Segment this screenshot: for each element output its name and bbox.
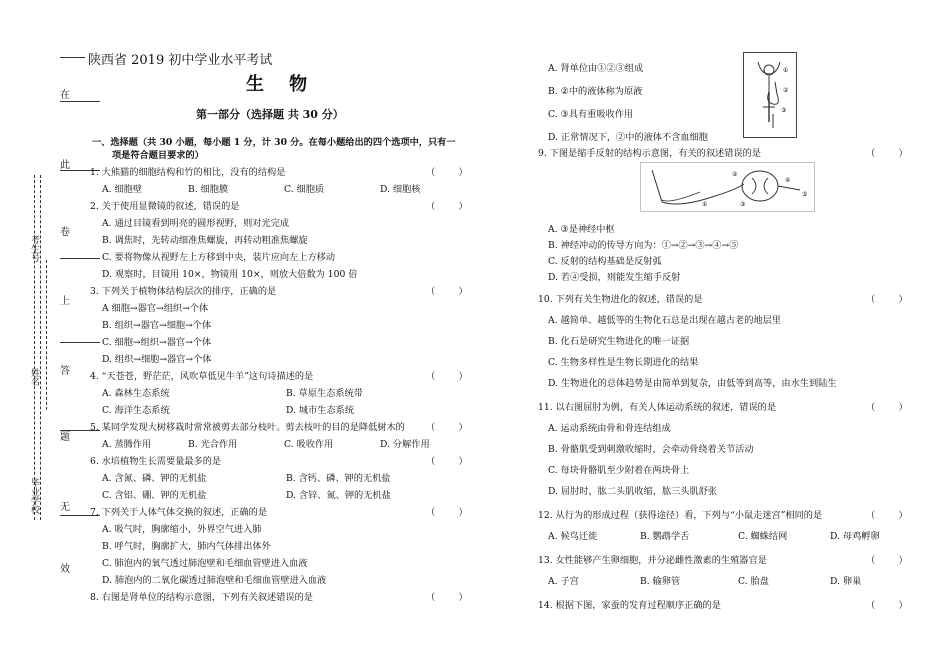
margin-notice-char: 上 (60, 296, 70, 307)
answer-option: C. ③具有重吸收作用 (548, 109, 634, 120)
answer-parentheses: （ ） (426, 422, 468, 433)
part-title: 第一部分（选择题 共 30 分） (196, 108, 344, 121)
section-instructions: 项是符合题目要求的） (112, 150, 204, 161)
answer-option: C. 蜘蛛结网 (738, 531, 788, 542)
answer-option: B. 调焦时，先转动细准焦螺旋，再转动粗准焦螺旋 (102, 235, 308, 246)
question-stem: 14. 根据下图，家蚕的发育过程顺序正确的是 (538, 600, 721, 611)
answer-option: D. 卵巢 (830, 576, 862, 587)
answer-parentheses: （ ） (426, 456, 468, 467)
margin-rule (60, 101, 100, 102)
margin-rule (60, 258, 100, 259)
answer-parentheses: （ ） (866, 600, 908, 611)
question-stem: 4. “天苍苍，野茫茫，风吹草低见牛羊”这句诗描述的是 (90, 371, 314, 382)
answer-option: B. 化石是研究生物进化的唯一证据 (548, 336, 690, 347)
answer-parentheses: （ ） (426, 592, 468, 603)
question-stem: 3. 下列关于植物体结构层次的排序，正确的是 (90, 286, 277, 297)
question-stem: 6. 水培植物生长需要量最多的是 (90, 456, 222, 467)
answer-option: C. 肺泡内的氧气透过肺泡壁和毛细血管壁进入血液 (102, 558, 308, 569)
reflex-label: ⑤ (802, 191, 808, 198)
answer-option: A 细胞→器官→组织→个体 (102, 303, 209, 314)
answer-option: B. 输卵管 (640, 576, 681, 587)
answer-option: A. 肾单位由①②③组成 (548, 63, 644, 74)
margin-notice-char: 卷 (60, 227, 70, 238)
answer-option: D. 若④受损，则能发生缩手反射 (548, 272, 681, 283)
answer-parentheses: （ ） (426, 201, 468, 212)
answer-option: A. 子宫 (548, 576, 579, 587)
answer-parentheses: （ ） (426, 167, 468, 178)
answer-option: A. ③是神经中枢 (548, 224, 615, 235)
answer-option: A. 吸气时，胸廓缩小，外界空气进入肺 (102, 524, 262, 535)
answer-option: A. 蒸腾作用 (102, 439, 152, 450)
answer-option: A. 森林生态系统 (102, 388, 170, 399)
answer-option: B. 细胞膜 (188, 184, 229, 195)
answer-option: D. 母鸡孵卵 (830, 531, 880, 542)
answer-option: A. 含氮、磷、钾的无机盐 (102, 473, 207, 484)
reflex-label: ① (702, 201, 708, 208)
answer-option: B. 呼气时，胸廓扩大，肺内气体排出体外 (102, 541, 271, 552)
answer-option: B. 鹦鹉学舌 (640, 531, 690, 542)
binding-line (46, 260, 47, 410)
school-field-label: 毕业学校 (29, 478, 39, 514)
margin-notice-char: 效 (60, 564, 70, 575)
binding-line (40, 175, 41, 520)
answer-option: D. 组织→细胞→器官→个体 (102, 354, 212, 365)
nephron-figure (743, 52, 797, 138)
margin-notice-char: 答 (60, 366, 70, 377)
answer-option: D. 正常情况下，②中的液体不含血细胞 (548, 132, 708, 143)
nephron-label: ② (783, 87, 789, 94)
question-stem: 12. 从行为的形成过程（获得途径）看，下列与“小鼠走迷宫”相同的是 (538, 510, 823, 521)
answer-option: C. 反射的结构基础是反射弧 (548, 256, 662, 267)
margin-notice-char: 此 (60, 160, 70, 171)
answer-option: B. ②中的液体称为原液 (548, 86, 643, 97)
answer-option: B. 组织→器官→细胞→个体 (102, 320, 212, 331)
question-stem: 2. 关于使用显微镜的叙述，错误的是 (90, 201, 240, 212)
answer-option: C. 含铝、硼、钾的无机盐 (102, 490, 207, 501)
reflex-arc-figure (640, 162, 815, 212)
nephron-label: ③ (781, 107, 787, 114)
question-stem: 9. 下图是缩手反射的结构示意图，有关的叙述错误的是 (538, 148, 761, 159)
exam-number-field-label: 考生号 (29, 235, 39, 262)
subject-title: 生 物 (246, 74, 308, 95)
name-field-label: 姓名 (29, 368, 39, 386)
answer-option: C. 海洋生态系统 (102, 405, 170, 416)
answer-option: B. 含钙、磷、钾的无机盐 (286, 473, 391, 484)
answer-option: A. 细胞壁 (102, 184, 143, 195)
margin-notice-char: 无 (60, 502, 70, 513)
reflex-label: ② (732, 171, 738, 178)
exam-title: 陕西省 2019 初中学业水平考试 (88, 53, 273, 68)
answer-option: C. 生物多样性是生物长期进化的结果 (548, 357, 699, 368)
answer-option: D. 屈肘时，肱二头肌收缩，肱三头肌舒张 (548, 486, 718, 497)
binding-line (34, 175, 35, 520)
answer-parentheses: （ ） (866, 510, 908, 521)
answer-option: D. 城市生态系统 (286, 405, 355, 416)
answer-option: C. 胎盘 (738, 576, 769, 587)
answer-option: D. 细胞核 (380, 184, 421, 195)
margin-notice-char: 在 (60, 90, 70, 101)
title-rule (60, 57, 85, 58)
answer-option: A. 通过目镜看到明亮的圆形视野，则对光完成 (102, 218, 290, 229)
answer-option: D. 生物进化的总体趋势是由简单到复杂，由低等到高等，由水生到陆生 (548, 378, 837, 389)
answer-parentheses: （ ） (866, 555, 908, 566)
answer-option: A. 越简单、越低等的生物化石总是出现在越古老的地层里 (548, 315, 781, 326)
answer-option: C. 吸收作用 (284, 439, 334, 450)
answer-option: C. 要将物像从视野左上方移到中央，装片应向左上方移动 (102, 252, 336, 263)
question-stem: 10. 下列有关生物进化的叙述，错误的是 (538, 294, 703, 305)
margin-notice-char: 题 (60, 432, 70, 443)
answer-option: C. 细胞→组织→器官→个体 (102, 337, 212, 348)
answer-option: D. 含锌、氮、钾的无机盐 (286, 490, 391, 501)
section-instructions: 一、选择题（共 30 小题，每小题 1 分，计 30 分。在每小题给出的四个选项中，只有一 (92, 137, 456, 148)
answer-option: D. 分解作用 (380, 439, 430, 450)
answer-option: A. 运动系统由骨和骨连结组成 (548, 423, 671, 434)
answer-option: B. 神经冲动的传导方向为：①→②→③→④→⑤ (548, 240, 739, 251)
question-stem: 8. 右图是肾单位的结构示意图，下列有关叙述错误的是 (90, 592, 313, 603)
reflex-label: ③ (740, 201, 746, 208)
question-stem: 11. 以右图屈肘为例，有关人体运动系统的叙述，错误的是 (538, 402, 777, 413)
question-stem: 5. 某同学发现大树移栽时常常被剪去部分枝叶。剪去枝叶的目的是降低树木的 (90, 422, 405, 433)
nephron-label: ① (783, 67, 789, 74)
reflex-label: ④ (785, 177, 791, 184)
question-stem: 1. 大熊猫的细胞结构和竹的相比，没有的结构是 (90, 167, 286, 178)
answer-option: B. 骨骼肌受到刺激收缩时，会牵动骨绕着关节活动 (548, 444, 754, 455)
answer-option: B. 草原生态系统带 (286, 388, 363, 399)
answer-option: B. 光合作用 (188, 439, 238, 450)
answer-parentheses: （ ） (866, 148, 908, 159)
answer-parentheses: （ ） (866, 294, 908, 305)
answer-option: A. 候鸟迁徙 (548, 531, 598, 542)
question-stem: 7. 下列关于人体气体交换的叙述，正确的是 (90, 507, 268, 518)
answer-option: C. 每块骨骼肌至少附着在两块骨上 (548, 465, 690, 476)
answer-parentheses: （ ） (426, 507, 468, 518)
margin-rule (60, 342, 100, 343)
answer-parentheses: （ ） (426, 371, 468, 382)
answer-option: D. 观察时，目镜用 10×，物镜用 10×，则放大倍数为 100 倍 (102, 269, 358, 280)
answer-option: C. 细胞质 (284, 184, 325, 195)
answer-parentheses: （ ） (866, 402, 908, 413)
question-stem: 13. 女性能够产生卵细胞，并分泌雌性激素的生殖器官是 (538, 555, 767, 566)
answer-parentheses: （ ） (426, 286, 468, 297)
answer-option: D. 肺泡内的二氧化碳透过肺泡壁和毛细血管壁进入血液 (102, 575, 327, 586)
